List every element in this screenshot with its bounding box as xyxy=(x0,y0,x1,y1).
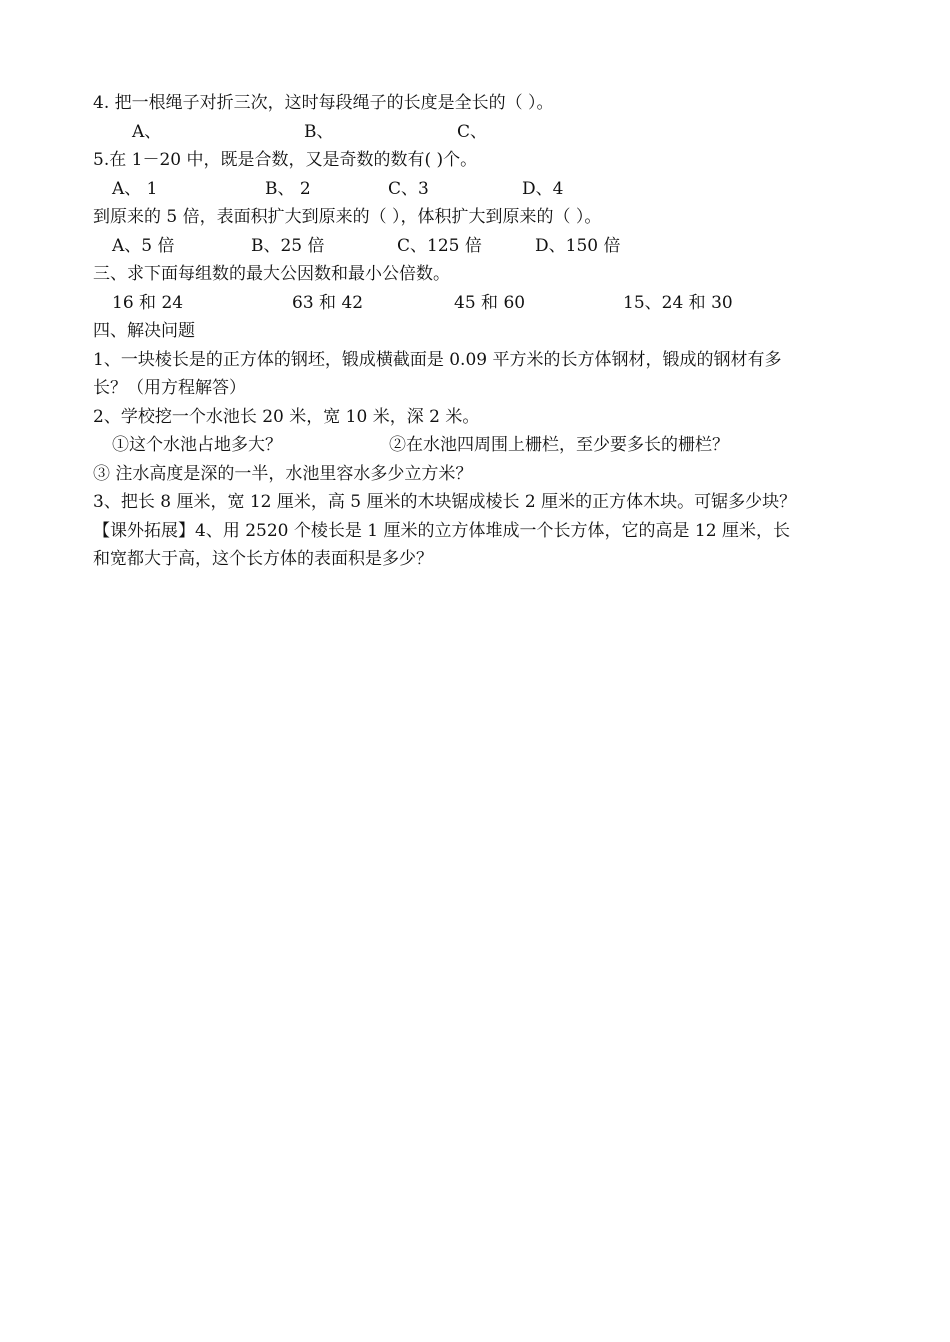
problem-3: 3、把长 8 厘米，宽 12 厘米，高 5 厘米的木块锯成棱长 2 厘米的正方体木块。可锯多少块？ xyxy=(93,492,797,512)
problem-1-line-1: 1、一块棱长是的正方体的钢坯，锻成横截面是 0.09 平方米的长方体钢材，锻成的钢材有多 xyxy=(93,350,782,370)
question-5-stem: 5.在 1－20 中，既是合数，又是奇数的数有( )个。 xyxy=(93,150,478,170)
question-6-option-c: C、125 倍 xyxy=(397,236,482,256)
section-4-heading: 四、解决问题 xyxy=(93,321,195,341)
problem-2-sub-2: ②在水池四周围上栅栏，至少要多长的栅栏？ xyxy=(389,435,729,455)
problem-4-line-2: 和宽都大于高，这个长方体的表面积是多少？ xyxy=(93,549,433,569)
section-3-heading: 三、求下面每组数的最大公因数和最小公倍数。 xyxy=(93,264,450,284)
problem-4-line-1: 【课外拓展】4、用 2520 个棱长是 1 厘米的立方体堆成一个长方体，它的高是 12 厘米，长 xyxy=(93,521,790,541)
number-group-2: 63 和 42 xyxy=(292,293,364,313)
problem-1-line-2: 长？（用方程解答） xyxy=(93,378,246,398)
question-4-option-b: B、 xyxy=(304,122,334,142)
number-group-4: 15、24 和 30 xyxy=(623,293,733,313)
question-5-option-d: D、4 xyxy=(522,179,564,199)
question-5-option-b: B、 2 xyxy=(265,179,311,199)
question-6-option-b: B、25 倍 xyxy=(251,236,325,256)
question-6-stem: 到原来的 5 倍，表面积扩大到原来的（ ），体积扩大到原来的（ ）。 xyxy=(93,207,602,227)
question-5-option-a: A、 1 xyxy=(112,179,158,199)
question-4-option-a: A、 xyxy=(132,122,162,142)
question-4-option-c: C、 xyxy=(457,122,488,142)
problem-2-sub-3: ③ 注水高度是深的一半，水池里容水多少立方米？ xyxy=(93,464,473,484)
question-5-option-c: C、3 xyxy=(388,179,429,199)
question-6-option-a: A、5 倍 xyxy=(112,236,175,256)
number-group-1: 16 和 24 xyxy=(112,293,184,313)
question-6-option-d: D、150 倍 xyxy=(535,236,621,256)
question-4-stem: 4. 把一根绳子对折三次，这时每段绳子的长度是全长的（ ）。 xyxy=(93,93,554,113)
problem-2-sub-1: ①这个水池占地多大？ xyxy=(112,435,282,455)
problem-2-line-1: 2、学校挖一个水池长 20 米，宽 10 米，深 2 米。 xyxy=(93,407,480,427)
number-group-3: 45 和 60 xyxy=(454,293,526,313)
